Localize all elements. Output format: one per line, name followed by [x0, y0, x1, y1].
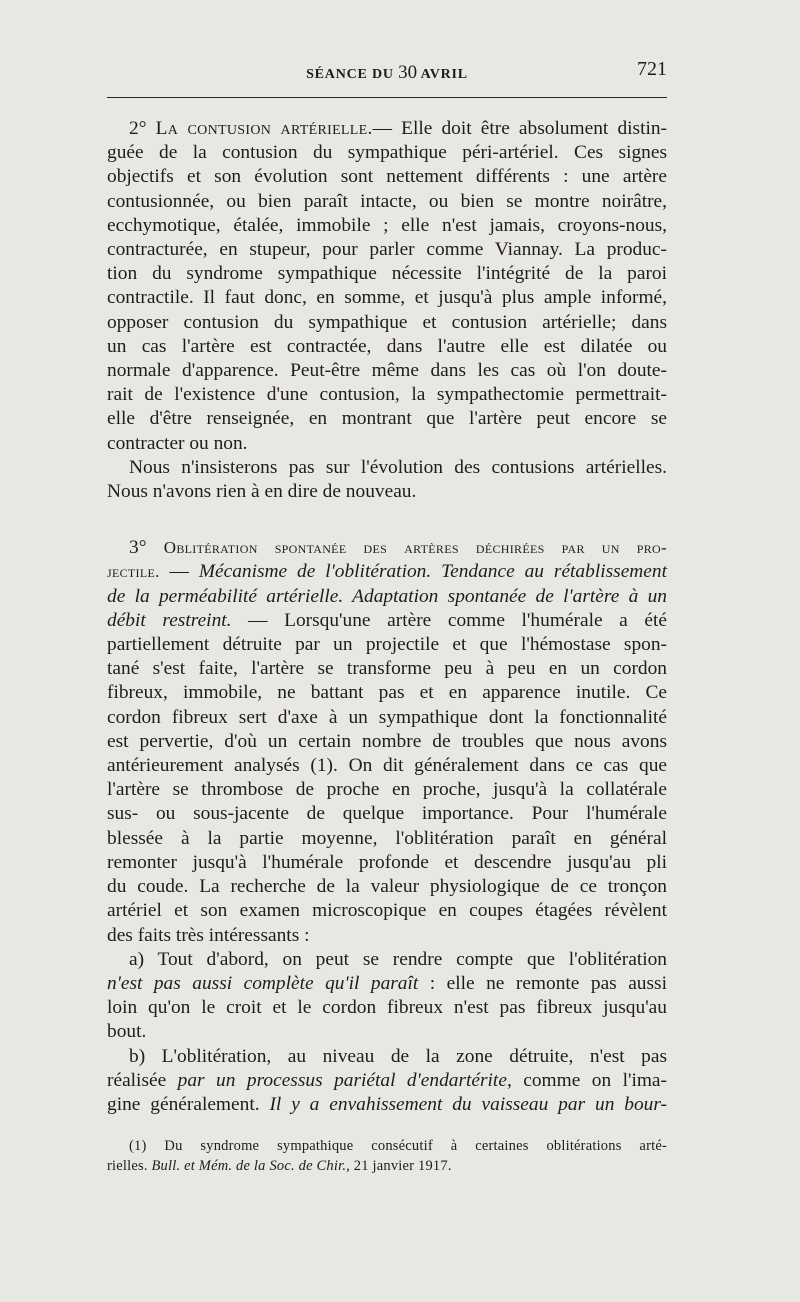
text-line: fibreux, immobile, ne battant pas et en apparence inutile. Ce: [107, 682, 667, 704]
section-gap: [107, 504, 667, 536]
text-line: rait de l'existence d'une contusion, la sympathectomie permettrait-: [107, 384, 667, 406]
text-line: tion du syndrome sympathique nécessite l'intégrité de la paroi: [107, 263, 667, 285]
item-a-line: a) Tout d'abord, on peut se rendre compte que l'oblitération: [129, 948, 667, 970]
item-a-line: n'est pas aussi complète qu'il paraît : elle ne remonte pas aussi: [107, 972, 667, 994]
footnote-line: (1) Du syndrome sympathique consécutif à certaines oblitérations arté-: [129, 1138, 667, 1154]
running-title-date: 30: [398, 62, 418, 83]
text-line: blessée à la partie moyenne, l'oblitération paraît en général: [107, 827, 667, 849]
item-b-line: b) L'oblitération, au niveau de la zone détruite, n'est pas: [129, 1045, 667, 1067]
text-line: du coude. La recherche de la valeur physiologique de ce tronçon: [107, 876, 667, 898]
text-line: sus- ou sous-jacente de quelque importance. Pour l'humérale: [107, 803, 667, 825]
section-heading-line: débit restreint. — Lorsqu'une artère comme l'humérale a été: [107, 609, 667, 631]
header-rule: [107, 97, 667, 98]
footnote-line: rielles. Bull. et Mém. de la Soc. de Chir., 21 janvier 1917.: [107, 1158, 452, 1174]
text-line: cordon fibreux sert d'axe à un sympathique dont la fonctionnalité: [107, 706, 667, 728]
text-line: normale d'apparence. Peut-être même dans les cas où l'on doute-: [107, 360, 667, 382]
text-line: des faits très intéressants :: [107, 924, 310, 946]
text-line: l'artère se thrombose de proche en proche, jusqu'à la collatérale: [107, 779, 667, 801]
text-line: antérieurement analysés (1). On dit généralement dans ce cas que: [107, 755, 667, 777]
item-a-line: loin qu'on le croit et le cordon fibreux n'est pas fibreux jusqu'au: [107, 997, 667, 1019]
text-line: Nous n'avons rien à en dire de nouveau.: [107, 481, 417, 503]
section-2: [107, 117, 667, 504]
running-title-text: SÉANCE DU: [306, 67, 399, 82]
item-a-line: bout.: [107, 1021, 147, 1043]
text-line: contractile. Il faut donc, en somme, et jusqu'à plus ample informé,: [107, 287, 667, 309]
body-text: [107, 117, 667, 1117]
section-heading-line: jectile. — Mécanisme de l'oblitération. Tendance au rétablissement: [107, 561, 667, 583]
text-line: Nous n'insisterons pas sur l'évolution des contusions artérielles.: [129, 456, 667, 478]
running-title-month: AVRIL: [417, 67, 468, 82]
section-heading-line: 3° Oblitération spontanée des artères déchirées par un pro-: [129, 537, 667, 559]
text-line: artériel et son examen microscopique en coupes étagées révèlent: [107, 900, 667, 922]
running-title: [107, 62, 667, 84]
text-line: contracturée, en stupeur, pour parler comme Viannay. La produc-: [107, 239, 667, 261]
item-b-line: gine généralement. Il y a envahissement du vaisseau par un bour-: [107, 1093, 667, 1115]
text-line: opposer contusion du sympathique et contusion artérielle; dans: [107, 311, 667, 333]
text-line: un cas l'artère est contractée, dans l'autre elle est dilatée ou: [107, 335, 667, 357]
running-head: [107, 58, 667, 86]
text-line: objectifs et son évolution sont nettement différents : une artère: [107, 166, 667, 188]
text-line: est pervertie, d'où un certain nombre de troubles que nous avons: [107, 730, 667, 752]
text-line: 2° La contusion artérielle.— Elle doit être absolument distin-: [129, 118, 667, 139]
section-3: [107, 536, 667, 1117]
text-line: tané s'est faite, l'artère se transforme peu à peu en un cordon: [107, 658, 667, 680]
page-number: 721: [637, 58, 667, 80]
text-line: elle d'être renseignée, en montrant que l'artère peut encore se: [107, 408, 667, 430]
text-line: remonter jusqu'à l'humérale profonde et descendre jusqu'au pli: [107, 851, 667, 873]
footnotes: [107, 1136, 667, 1176]
text-line: partiellement détruite par un projectile et que l'hémostase spon-: [107, 634, 667, 656]
text-line: ecchymotique, étalée, immobile ; elle n'est jamais, croyons-nous,: [107, 214, 667, 236]
text-line: guée de la contusion du sympathique péri-artériel. Ces signes: [107, 142, 667, 164]
text-line: contracter ou non.: [107, 432, 248, 454]
item-b-line: réalisée par un processus pariétal d'endartérite, comme on l'ima-: [107, 1069, 667, 1091]
text-line: contusionnée, ou bien paraît intacte, ou bien se montre noirâtre,: [107, 190, 667, 212]
section-heading-line: de la perméabilité artérielle. Adaptation spontanée de l'artère à un: [107, 585, 667, 607]
